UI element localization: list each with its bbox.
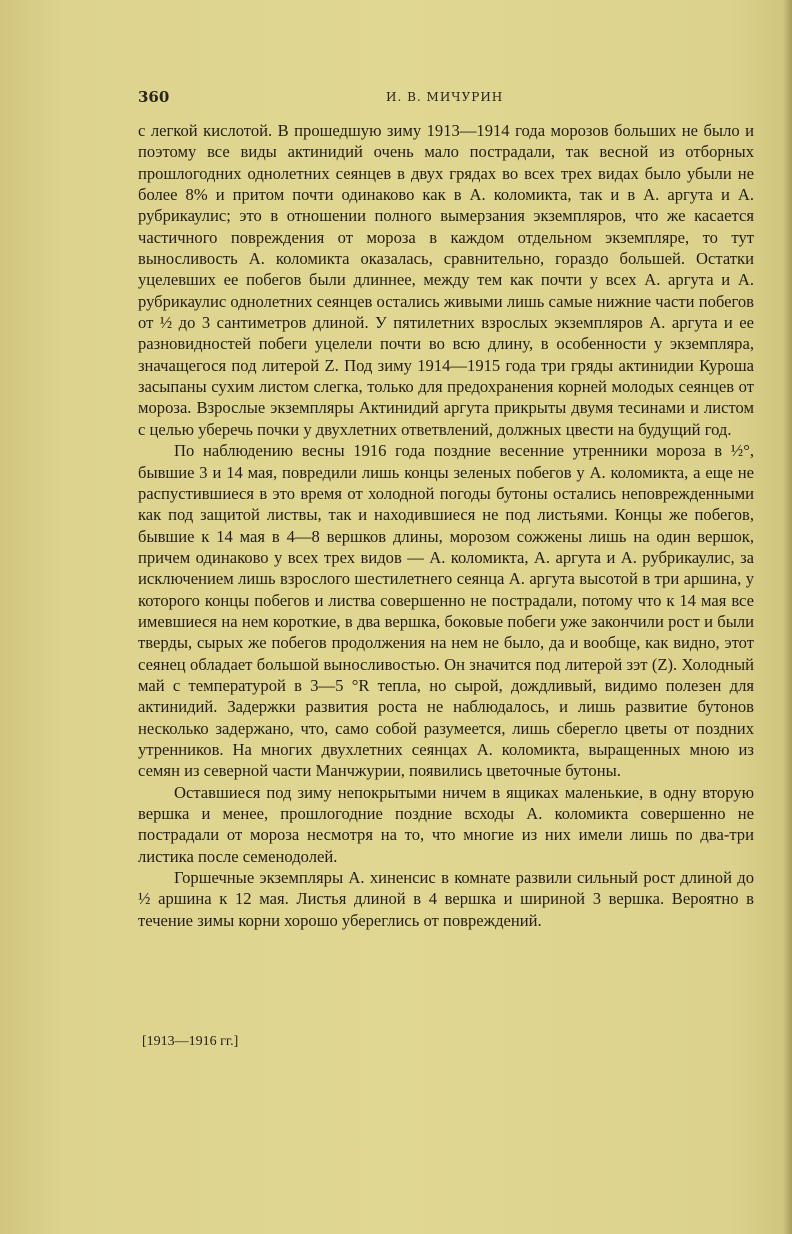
paragraph-2: По наблюдению весны 1916 года поздние весенние утренники мороза в ½°, бывшие 3 и 14 мая, повредили лишь концы зеленых побегов у А. коломикта, а еще не распустившиеся в это время от холодной погоды бутоны остались неповрежденными как под защитой листвы, так и находившиеся не под листьями. Концы же побегов, бывшие к 14 мая в 4—8 вершков длины, морозом сожжены лишь на один вершок, причем одинаково у всех трех видов — А. коломикта, А. аргута и А. рубрикаулис, за исключением лишь взрослого шестилетнего сеянца А. аргута высотой в три аршина, у которого концы побегов и листва совершенно не пострадали, потому что к 14 мая все имевшиеся на нем короткие, в два вершка, боковые побеги уже закончили рост и были тверды, сырых же побегов продолжения на нем не было, да и вообще, как видно, этот сеянец обладает большой выносливостью. Он значится под литерой зэт (Z). Холодный май с температурой в 3—5 °R тепла, но сырой, дождливый, видимо полезен для актинидий. Задержки развития роста не наблюдалось, и лишь развитие бутонов несколько задержано, что, само собой разумеется, лишь сберегло цветы от поздних утренников. На многих двухлетних сеянцах А. коломикта, выращенных мною из семян из северной части Манчжурии, появились цветочные бутоны. [138, 441, 754, 781]
paragraph-3: Оставшиеся под зиму непокрытыми ничем в ящиках маленькие, в одну вторую вершка и менее, прошлогодние поздние всходы А. коломикта совершенно не пострадали от мороза несмотря на то, что многие из них имели лишь по два-три листика после семенодолей. [138, 782, 754, 866]
paragraph-4: Горшечные экземпляры А. хиненсис в комнате развили сильный рост длиной до ½ аршина к 12 мая. Листья длиной в 4 вершка и шириной 3 вершка. Вероятно в течение зимы корни хорошо убереглись от повреждений. [138, 868, 754, 930]
body-text [138, 120, 754, 931]
page-edge-shadow [782, 0, 792, 1234]
page-number: 360 [138, 88, 170, 106]
paragraph-1: с легкой кислотой. В прошедшую зиму 1913—1914 года морозов больших не было и поэтому все виды актинидий очень мало пострадали, так весной из отборных прошлогодних однолетних сеянцев в двух грядах во всех трех видах было убыли не более 8% и притом почти одинаково как в А. коломикта, так и в А. аргута и А. рубрикаулис; это в отношении полного вымерзания экземпляров, что же касается частичного повреждения от мороза в каждом отдельном экземпляре, то тут выносливость А. коломикта оказалась, сравнительно, гораздо большей. Остатки уцелевших ее побегов были длиннее, между тем как почти у всех А. аргута и А. рубрикаулис однолетних сеянцев остались живыми лишь самые нижние части побегов от ½ до 3 сантиметров длиной. У пятилетних взрослых экземпляров А. аргута и ее разновидностей побеги уцелели почти во всю длину, в особенности у экземпляра, значащегося под литерой Z. Под зиму 1914—1915 года три гряды актинидии Куроша засыпаны сухим листом слегка, только для предохранения корней молодых сеянцев от мороза. Взрослые экземпляры Актинидий аргута прикрыты двумя тесинами и листом с целью уберечь почки у двухлетних ответвлений, должных цвести на будущий год. [138, 121, 754, 439]
date-note: [1913—1916 гг.] [142, 1034, 239, 1049]
running-head-author: И. В. МИЧУРИН [386, 90, 504, 104]
running-head [138, 88, 754, 108]
